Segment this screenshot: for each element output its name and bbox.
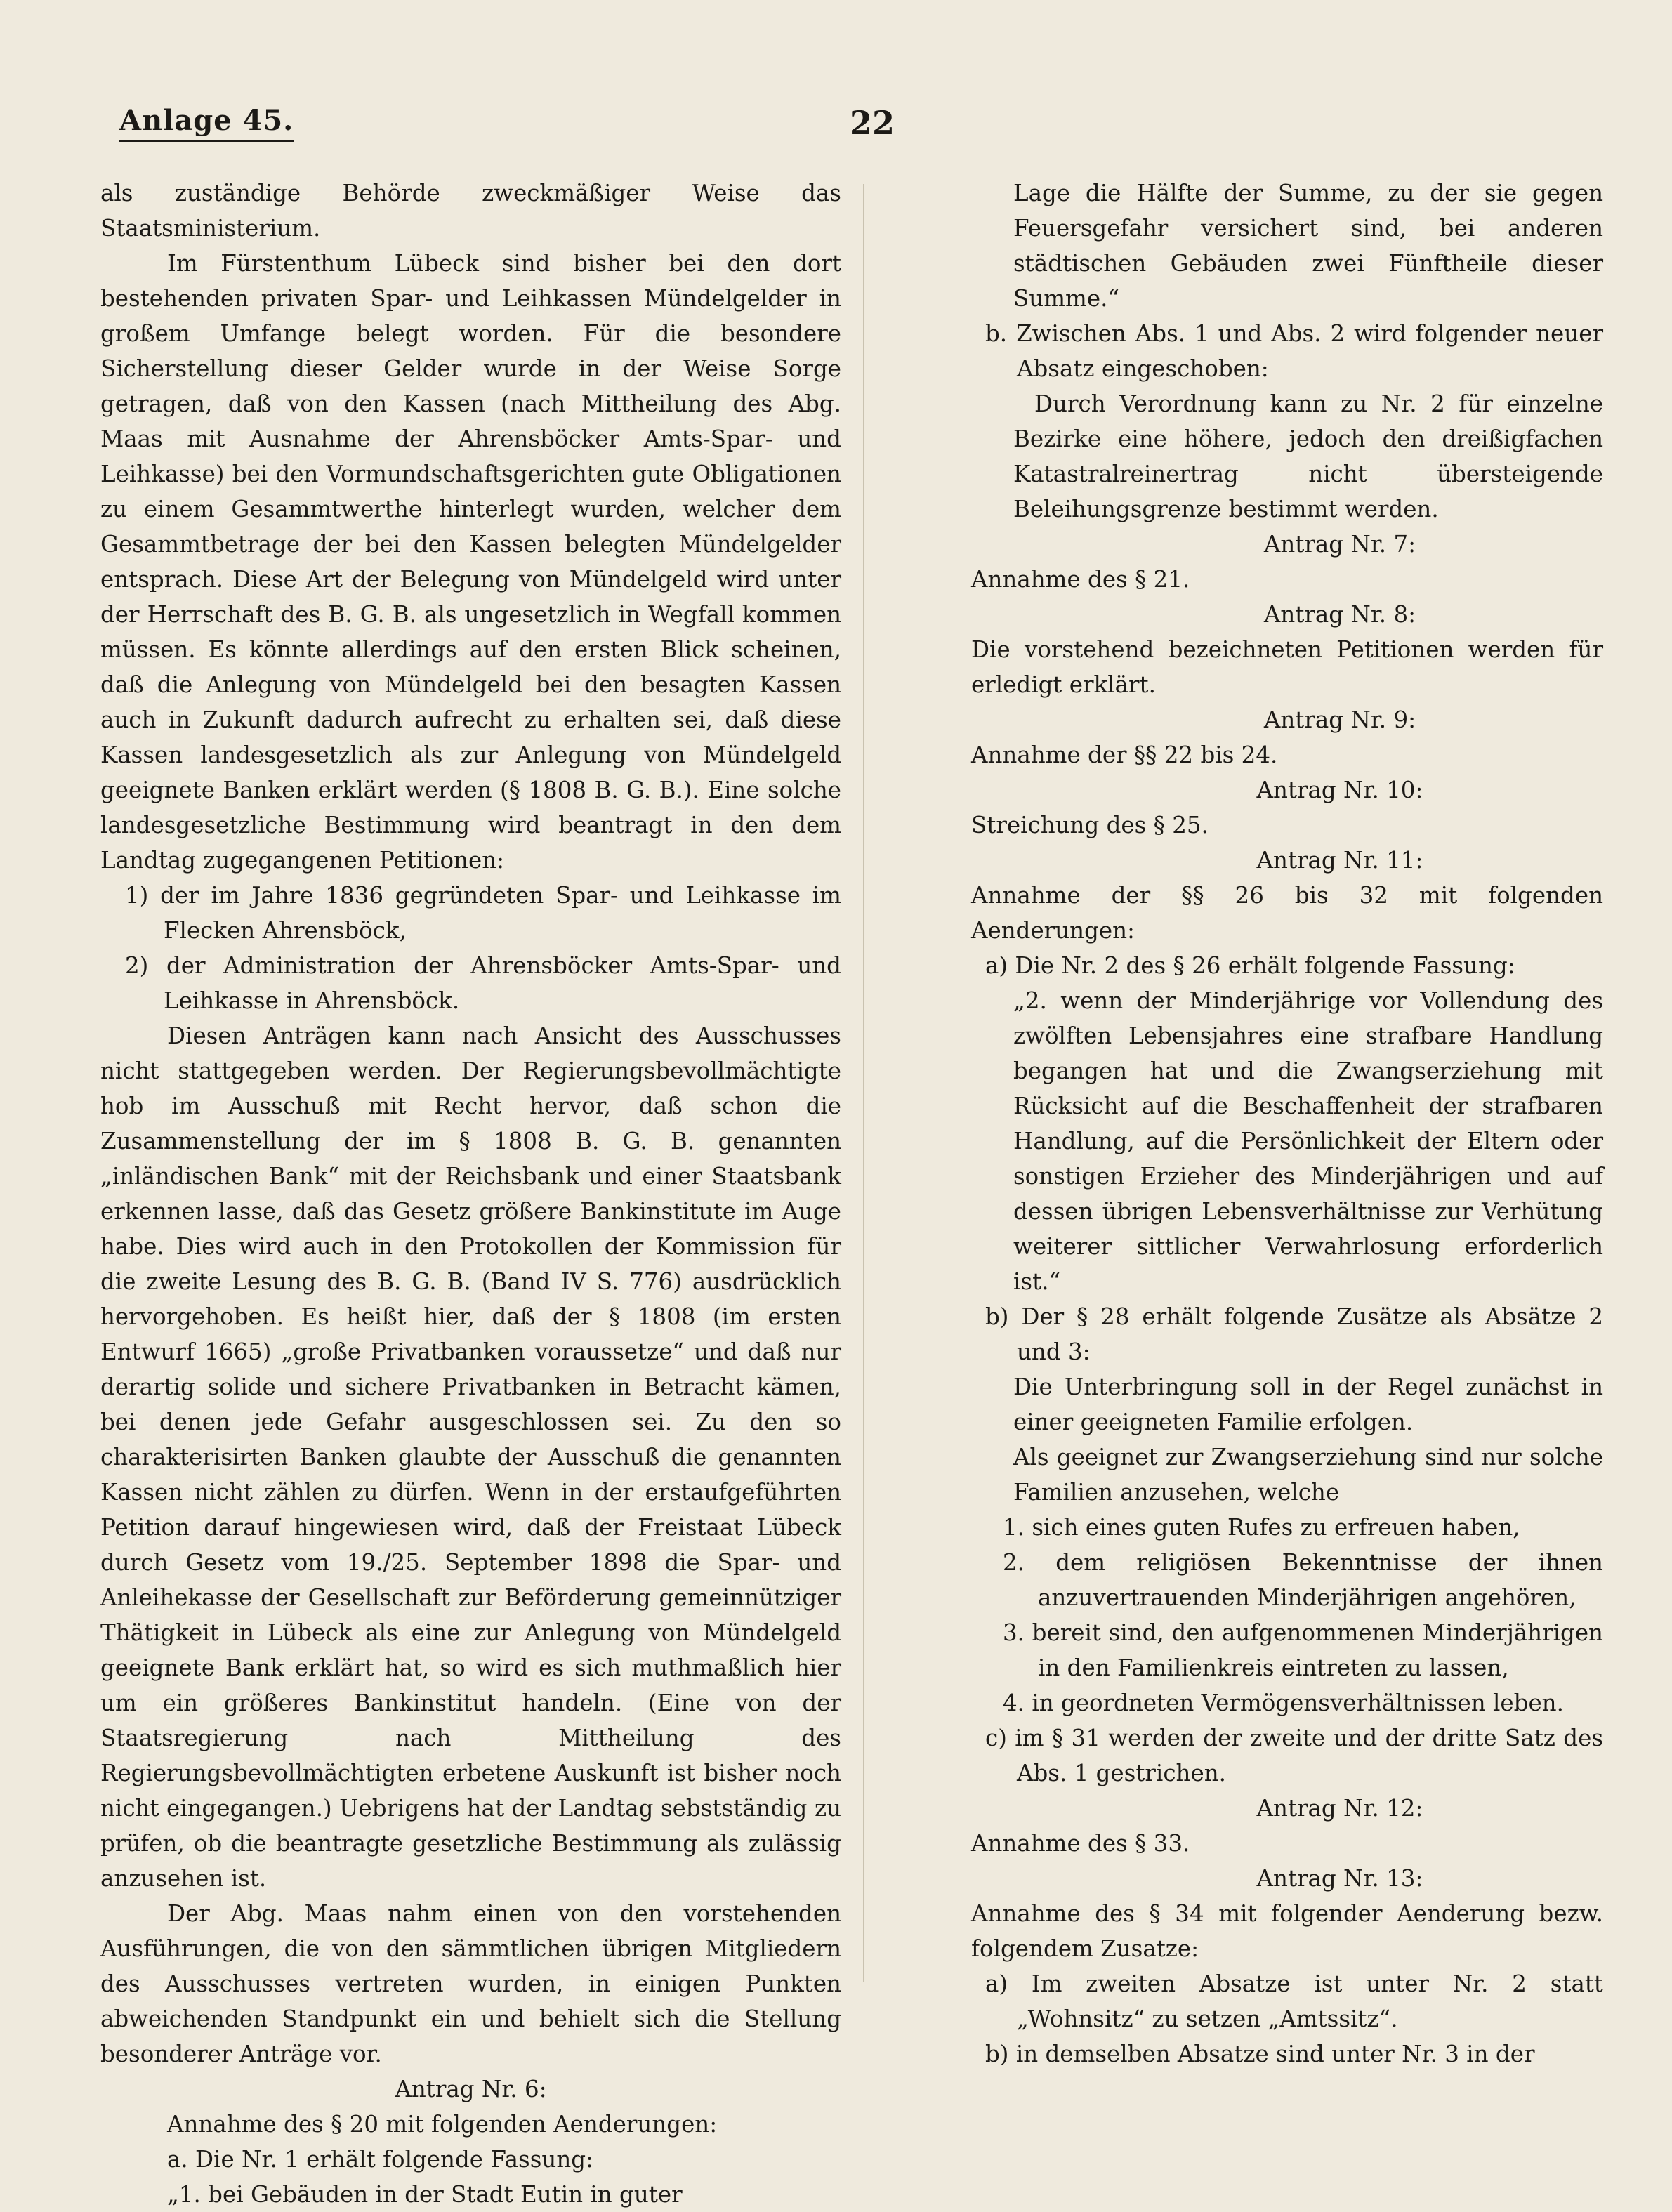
paragraph: b) Der § 28 erhält folgende Zusätze als Absätze 2 und 3: bbox=[985, 1303, 1603, 1365]
paragraph: „2. wenn der Minderjährige vor Vollendung des zwölften Lebensjahres eine strafbare Handlung begangen hat und die Zwangserziehung mit Rücksicht auf die Beschaffenheit der strafbaren Handlung, auf die Persönlichkeit der Eltern oder sonstigen Erzieher des Minderjährigen und auf dessen übrigen Lebensverhältnisse zur Verhütung weiterer sittlicher Verwahrlosung erforderlich ist.“ bbox=[1013, 987, 1603, 1295]
paragraph: Annahme des § 21. bbox=[971, 566, 1190, 593]
antrag-heading: Antrag Nr. 13: bbox=[1256, 1865, 1423, 1892]
paragraph: Streichung des § 25. bbox=[971, 812, 1209, 838]
paragraph: a) Im zweiten Absatze ist unter Nr. 2 statt „Wohnsitz“ zu setzen „Amtssitz“. bbox=[985, 1970, 1603, 2032]
page-number: 22 bbox=[850, 104, 895, 142]
antrag-heading: Antrag Nr. 8: bbox=[1263, 601, 1416, 628]
paragraph: Annahme der §§ 22 bis 24. bbox=[971, 742, 1278, 768]
paragraph: Die Unterbringung soll in der Regel zunächst in einer geeigneten Familie erfolgen. bbox=[1013, 1374, 1603, 1435]
paragraph: als zuständige Behörde zweckmäßiger Weise das Staatsministerium. bbox=[100, 180, 841, 242]
antrag-heading: Antrag Nr. 6: bbox=[395, 2076, 547, 2102]
paragraph: Annahme des § 34 mit folgender Aenderung bezw. folgendem Zusatze: bbox=[971, 1900, 1603, 1962]
list-item: 1. sich eines guten Rufes zu erfreuen haben, bbox=[1003, 1514, 1520, 1541]
antrag-heading: Antrag Nr. 9: bbox=[1263, 706, 1416, 733]
paragraph: b. Zwischen Abs. 1 und Abs. 2 wird folgender neuer Absatz eingeschoben: bbox=[985, 320, 1603, 382]
paragraph: b) in demselben Absatze sind unter Nr. 3 in der bbox=[985, 2041, 1535, 2067]
paragraph: Lage die Hälfte der Summe, zu der sie gegen Feuersgefahr versichert sind, bei anderen städtischen Gebäuden zwei Fünftheile dieser Summe.“ bbox=[1013, 180, 1603, 312]
paragraph: Im Fürstenthum Lübeck sind bisher bei den dort bestehenden privaten Spar- und Leihkassen Mündelgelder in großem Umfange belegt worden. Für die besondere Sicherstellung dieser Gelder wurde in der Weise Sorge getragen, daß von den Kassen (nach Mittheilung des Abg. Maas mit Ausnahme der Ahrensböcker Amts-Spar- und Leihkasse) bei den Vormundschaftsgerichten gute Obligationen zu einem Gesammtwerthe hinterlegt wurden, welcher dem Gesammtbetrage der bei den Kassen belegten Mündelgelder entsprach. Diese Art der Belegung von Mündelgeld wird unter der Herrschaft des B. G. B. als ungesetzlich in Wegfall kommen müssen. Es könnte allerdings auf den ersten Blick scheinen, daß die Anlegung von Mündelgeld bei den besagten Kassen auch in Zukunft dadurch aufrecht zu erhalten sei, daß diese Kassen landesgesetzlich als zur Anlegung von Mündelgeld geeignete Banken erklärt werden (§ 1808 B. G. B.). Eine solche landesgesetzliche Bestimmung wird beantragt in den dem Landtag zugegangenen Petitionen: bbox=[100, 250, 841, 874]
list-item: 1) der im Jahre 1836 gegründeten Spar- und Leihkasse im Flecken Ahrensböck, bbox=[125, 882, 841, 944]
paragraph: Annahme der §§ 26 bis 32 mit folgenden Aenderungen: bbox=[971, 882, 1603, 944]
paragraph: Durch Verordnung kann zu Nr. 2 für einzelne Bezirke eine höhere, jedoch den dreißigfachen Katastralreinertrag nicht übersteigende Beleihungsgrenze bestimmt werden. bbox=[1013, 390, 1603, 522]
paragraph: Diesen Anträgen kann nach Ansicht des Ausschusses nicht stattgegeben werden. Der Regierungsbevollmächtigte hob im Ausschuß mit Recht hervor, daß schon die Zusammenstellung der im § 1808 B. G. B. genannten „inländischen Bank“ mit der Reichsbank und einer Staatsbank erkennen lasse, daß das Gesetz größere Bankinstitute im Auge habe. Dies wird auch in den Protokollen der Kommission für die zweite Lesung des B. G. B. (Band IV S. 776) ausdrücklich hervorgehoben. Es heißt hier, daß der § 1808 (im ersten Entwurf 1665) „große Privatbanken voraussetze“ und daß nur derartig solide und sichere Privatbanken in Betracht kämen, bei denen jede Gefahr ausgeschlossen sei. Zu den so charakterisirten Banken glaubte der Ausschuß die genannten Kassen nicht zählen zu dürfen. Wenn in der erstaufgeführten Petition darauf hingewiesen wird, daß der Freistaat Lübeck durch Gesetz vom 19./25. September 1898 die Spar- und Anleihekasse der Gesellschaft zur Beförderung gemeinnütziger Thätigkeit in Lübeck als eine zur Anlegung von Mündelgeld geeignete Bank erklärt hat, so wird es sich muthmaßlich hier um ein größeres Bankinstitut handeln. (Eine von der Staatsregierung nach Mittheilung des Regierungsbevollmächtigten erbetene Auskunft ist bisher noch nicht eingegangen.) Uebrigens hat der Landtag sebstständig zu prüfen, ob die beantragte gesetzliche Bestimmung als zulässig anzusehen ist. bbox=[100, 1022, 841, 1892]
paragraph: a) Die Nr. 2 des § 26 erhält folgende Fassung: bbox=[985, 952, 1515, 979]
paragraph: „1. bei Gebäuden in der Stadt Eutin in guter bbox=[167, 2181, 683, 2208]
antrag-heading: Antrag Nr. 7: bbox=[1263, 531, 1416, 558]
left-column bbox=[100, 176, 841, 2212]
list-item: 2. dem religiösen Bekenntnisse der ihnen anzuvertrauenden Minderjährigen angehören, bbox=[1003, 1549, 1603, 1611]
right-column bbox=[971, 176, 1603, 2072]
anlage-label: Anlage 45. bbox=[119, 104, 294, 142]
paragraph: Annahme des § 33. bbox=[971, 1830, 1190, 1857]
list-item: 3. bereit sind, den aufgenommenen Minderjährigen in den Familienkreis eintreten zu lassen, bbox=[1003, 1619, 1603, 1681]
paragraph: Annahme des § 20 mit folgenden Aenderungen: bbox=[167, 2111, 718, 2138]
page-header bbox=[0, 104, 1672, 153]
antrag-heading: Antrag Nr. 12: bbox=[1256, 1795, 1423, 1822]
paragraph: Der Abg. Maas nahm einen von den vorstehenden Ausführungen, die von den sämmtlichen übrigen Mitgliedern des Ausschusses vertreten wurden, in einigen Punkten abweichenden Standpunkt ein und behielt sich die Stellung besonderer Anträge vor. bbox=[100, 1900, 841, 2067]
antrag-heading: Antrag Nr. 10: bbox=[1256, 777, 1423, 803]
paragraph: a. Die Nr. 1 erhält folgende Fassung: bbox=[167, 2146, 594, 2173]
paragraph: Als geeignet zur Zwangserziehung sind nur solche Familien anzusehen, welche bbox=[1013, 1444, 1603, 1506]
list-item: 4. in geordneten Vermögensverhältnissen leben. bbox=[1003, 1690, 1564, 1716]
paragraph: c) im § 31 werden der zweite und der dritte Satz des Abs. 1 gestrichen. bbox=[985, 1725, 1603, 1786]
column-divider bbox=[863, 184, 864, 1982]
list-item: 2) der Administration der Ahrensböcker Amts-Spar- und Leihkasse in Ahrensböck. bbox=[125, 952, 841, 1014]
antrag-heading: Antrag Nr. 11: bbox=[1256, 847, 1423, 874]
paragraph: Die vorstehend bezeichneten Petitionen werden für erledigt erklärt. bbox=[971, 636, 1603, 698]
